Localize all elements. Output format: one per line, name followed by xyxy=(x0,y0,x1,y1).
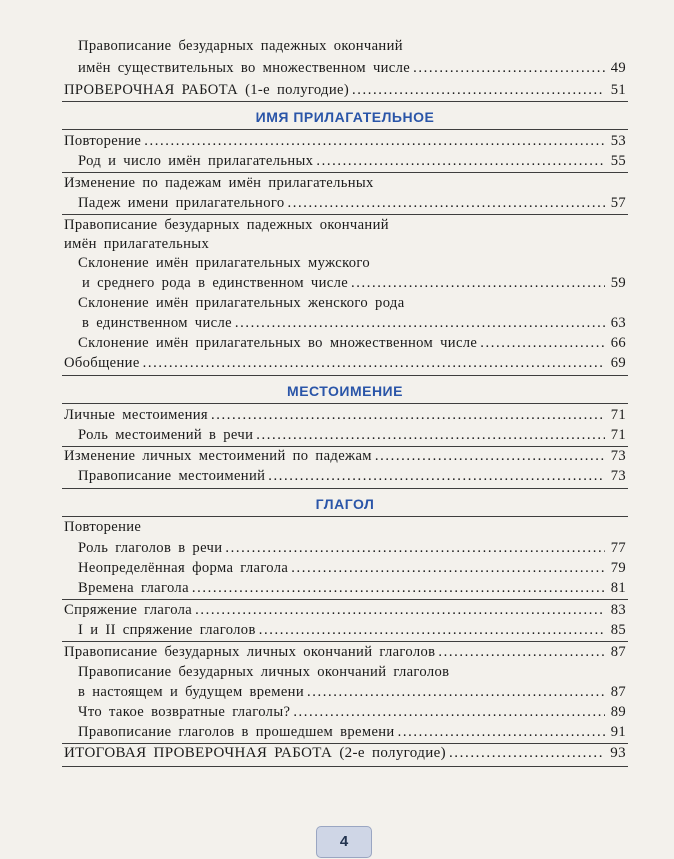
leader-dots xyxy=(256,425,605,445)
toc-line-text: Правописание безударных падежных окончаний xyxy=(78,38,403,54)
toc-entry-title: в единственном числе xyxy=(82,315,232,331)
divider xyxy=(62,488,628,489)
divider xyxy=(62,129,628,130)
leader-dots xyxy=(225,538,605,558)
toc-entry-title: и среднего рода в единственном числе xyxy=(82,275,349,291)
leader-dots xyxy=(352,80,605,100)
toc-entry xyxy=(64,446,626,466)
toc-entry-title: Склонение имён прилагательных во множественном числе xyxy=(78,335,478,351)
toc-entry-title: Обобщение xyxy=(64,355,140,371)
toc-entry-title: Времена глагола xyxy=(78,580,189,596)
leader-dots xyxy=(287,193,605,213)
toc-entry-page: 91 xyxy=(610,724,626,740)
toc-entry-page: 49 xyxy=(610,60,626,76)
section-heading-verb: ГЛАГОЛ xyxy=(315,496,375,512)
leader-dots xyxy=(195,600,605,620)
toc-entry-page: 87 xyxy=(610,644,626,660)
toc-line-text: имён прилагательных xyxy=(64,236,210,252)
leader-dots xyxy=(268,466,605,486)
toc-entry-page: 79 xyxy=(610,560,626,576)
toc-entry xyxy=(78,538,626,558)
toc-entry-title: Род и число имён прилагательных xyxy=(78,153,314,169)
toc-entry-title: Правописание местоимений xyxy=(78,468,266,484)
toc-line-text: Повторение xyxy=(64,519,142,535)
toc-entry-title: Неопределённая форма глагола xyxy=(78,560,289,576)
toc-entry-page: 85 xyxy=(610,622,626,638)
toc-entry xyxy=(64,80,626,100)
leader-dots xyxy=(316,151,605,171)
toc-entry xyxy=(64,131,626,151)
toc-line xyxy=(78,36,626,56)
toc-line xyxy=(78,293,626,313)
toc-entry xyxy=(64,642,626,662)
leader-dots xyxy=(398,722,605,742)
toc-entry xyxy=(78,466,626,486)
toc-entry-page: 51 xyxy=(610,82,626,98)
toc-entry-page: 83 xyxy=(610,602,626,618)
toc-entry-page: 55 xyxy=(610,153,626,169)
toc-entry-page: 69 xyxy=(610,355,626,371)
leader-dots xyxy=(144,131,605,151)
toc-entry-title: Личные местоимения xyxy=(64,407,208,423)
toc-line xyxy=(64,173,626,193)
toc-entry-title: Роль глаголов в речи xyxy=(78,540,223,556)
toc-entry xyxy=(78,333,626,353)
leader-dots xyxy=(143,353,605,373)
toc-entry-page: 87 xyxy=(610,684,626,700)
toc-entry xyxy=(78,702,626,722)
toc-entry xyxy=(78,578,626,598)
toc-entry-page: 57 xyxy=(610,195,626,211)
toc-line-text: Склонение имён прилагательных мужского xyxy=(78,255,371,271)
toc-entry xyxy=(64,600,626,620)
section-heading-pronoun: МЕСТОИМЕНИЕ xyxy=(287,383,403,399)
toc-line-text: Правописание безударных личных окончаний глаголов xyxy=(78,664,450,680)
divider xyxy=(62,101,628,102)
leader-dots xyxy=(438,642,605,662)
toc-line-text: Склонение имён прилагательных женского рода xyxy=(78,295,405,311)
toc-entry-page: 53 xyxy=(610,133,626,149)
leader-dots xyxy=(375,446,605,466)
toc-line-text: Правописание безударных падежных окончаний xyxy=(64,217,389,233)
toc-entry-page: 66 xyxy=(610,335,626,351)
toc-entry-page: 89 xyxy=(610,704,626,720)
toc-entry xyxy=(78,58,626,78)
toc-entry-page: 93 xyxy=(610,745,626,761)
leader-dots xyxy=(307,682,605,702)
toc-entry xyxy=(78,193,626,213)
toc-entry-title: Спряжение глагола xyxy=(64,602,193,618)
toc-entry xyxy=(78,620,626,640)
toc-entry-page: 59 xyxy=(610,275,626,291)
divider xyxy=(62,403,628,404)
toc-line xyxy=(64,517,626,537)
leader-dots xyxy=(259,620,605,640)
leader-dots xyxy=(235,313,605,333)
leader-dots xyxy=(351,273,605,293)
divider xyxy=(62,375,628,376)
toc-entry-title: в настоящем и будущем времени xyxy=(78,684,304,700)
toc-entry-page: 77 xyxy=(610,540,626,556)
toc-entry xyxy=(78,722,626,742)
divider xyxy=(62,766,628,767)
toc-entry xyxy=(64,353,626,373)
toc-entry xyxy=(64,743,626,763)
toc-entry-title: ИТОГОВАЯ ПРОВЕРОЧНАЯ РАБОТА (2-е полугодие) xyxy=(64,745,446,761)
toc-entry-title: Правописание безударных личных окончаний глаголов xyxy=(64,644,436,660)
toc-entry xyxy=(78,273,626,293)
toc-entry-page: 71 xyxy=(610,427,626,443)
toc-entry xyxy=(78,682,626,702)
toc-line xyxy=(78,662,626,682)
toc-entry-page: 81 xyxy=(610,580,626,596)
toc-entry-title: Что такое возвратные глаголы? xyxy=(78,704,291,720)
toc-entry-page: 73 xyxy=(610,468,626,484)
toc-entry xyxy=(78,425,626,445)
toc-entry-page: 63 xyxy=(610,315,626,331)
leader-dots xyxy=(192,578,605,598)
leader-dots xyxy=(449,743,605,763)
toc-entry-page: 71 xyxy=(610,407,626,423)
toc-line-text: Изменение по падежам имён прилагательных xyxy=(64,175,374,191)
leader-dots xyxy=(480,333,605,353)
toc-line xyxy=(78,253,626,273)
toc-entry xyxy=(78,313,626,333)
toc-entry-title: I и II спряжение глаголов xyxy=(78,622,256,638)
section-heading-adjective: ИМЯ ПРИЛАГАТЕЛЬНОЕ xyxy=(255,109,435,125)
leader-dots xyxy=(291,558,605,578)
toc-entry-title: Изменение личных местоимений по падежам xyxy=(64,448,372,464)
toc-entry-title: Повторение xyxy=(64,133,142,149)
toc-entry xyxy=(78,558,626,578)
toc-entry-title: Роль местоимений в речи xyxy=(78,427,254,443)
leader-dots xyxy=(211,405,605,425)
leader-dots xyxy=(413,58,605,78)
toc-entry xyxy=(64,405,626,425)
leader-dots xyxy=(293,702,605,722)
toc-entry-title: ПРОВЕРОЧНАЯ РАБОТА (1-е полугодие) xyxy=(64,82,350,98)
toc-entry-title: имён существительных во множественном числе xyxy=(78,60,411,76)
page-number-badge: 4 xyxy=(316,826,372,858)
toc-entry-page: 73 xyxy=(610,448,626,464)
toc-entry xyxy=(78,151,626,171)
toc-entry-title: Падеж имени прилагательного xyxy=(78,195,285,211)
toc-line xyxy=(64,215,626,235)
toc-line xyxy=(64,234,626,254)
toc-entry-title: Правописание глаголов в прошедшем времени xyxy=(78,724,395,740)
